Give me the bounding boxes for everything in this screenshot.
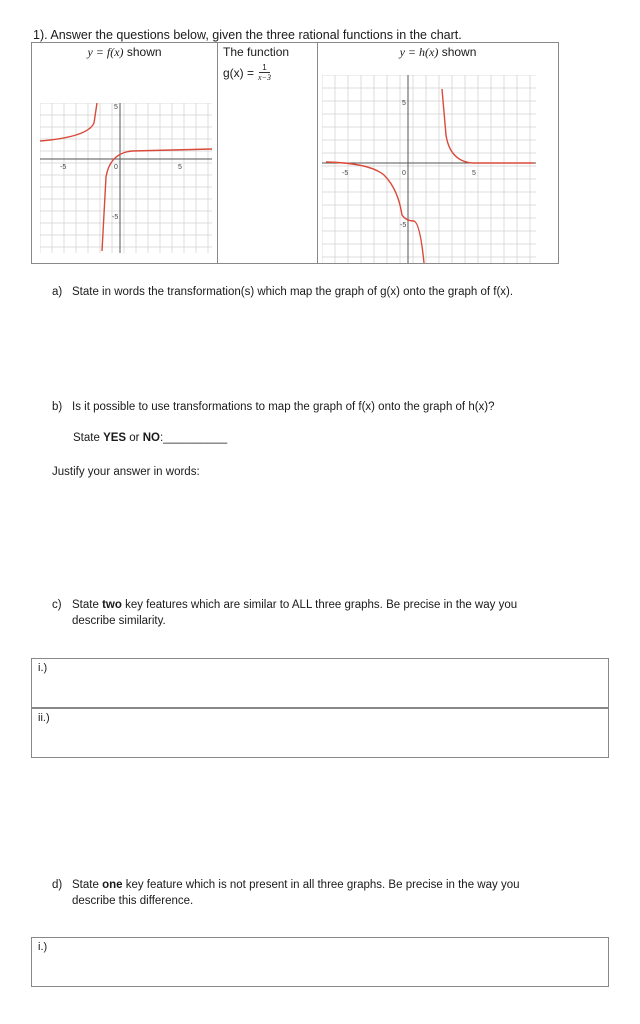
answer-box-d-1-label: i.) <box>38 941 48 953</box>
question-b-yes: YES <box>103 432 127 444</box>
question-a-text: State in words the transformation(s) which map the graph of g(x) onto the graph of f(x). <box>72 286 514 298</box>
function-chart <box>31 42 559 264</box>
header-f-suffix: shown <box>126 45 162 59</box>
question-b <box>52 399 495 415</box>
question-b-blank[interactable]: :__________ <box>159 432 228 444</box>
header-f-math: y = f(x) <box>87 45 124 59</box>
question-c-bold: two <box>102 599 122 611</box>
question-b-or: or <box>126 432 143 444</box>
function-def-lhs: g(x) = <box>223 65 255 80</box>
question-d-post: key feature which is not present in all three graphs. Be precise in the way you <box>122 879 520 891</box>
answer-box-c-1[interactable] <box>31 658 609 708</box>
question-title: 1). Answer the questions below, given the three rational functions in the chart. <box>33 28 462 42</box>
question-b-justify: Justify your answer in words: <box>52 466 200 478</box>
graph-f <box>40 103 212 253</box>
graph-h-tick-y-neg: -5 <box>400 222 407 229</box>
question-c <box>52 597 517 629</box>
question-d-pre: State <box>72 879 103 891</box>
graph-h-curve-right <box>442 89 534 163</box>
question-b-no: NO <box>142 432 160 444</box>
question-c-pre: State <box>72 599 103 611</box>
function-def-fraction <box>258 63 271 82</box>
question-c-label: c) <box>52 599 62 611</box>
chart-cell-f <box>32 43 218 263</box>
question-c-post: key features which are similar to ALL three graphs. Be precise in the way you <box>121 599 518 611</box>
question-c-line2: describe similarity. <box>72 615 166 627</box>
question-d-bold: one <box>102 879 123 891</box>
graph-f-grid <box>40 103 212 253</box>
graph-f-tick-x-neg: -5 <box>60 164 67 171</box>
answer-box-d-1[interactable] <box>31 937 609 987</box>
answer-box-c-2-label: ii.) <box>38 712 50 724</box>
header-h-suffix: shown <box>441 45 477 59</box>
question-d-label: d) <box>52 879 63 891</box>
graph-f-tick-y-pos: 5 <box>114 104 118 111</box>
question-b-state <box>73 430 227 446</box>
chart-cell-g <box>218 43 318 263</box>
graph-h-grid <box>322 75 536 263</box>
function-def-denominator: x−3 <box>258 73 271 82</box>
graph-h-tick-origin: 0 <box>402 170 406 177</box>
graph-h-tick-y-pos: 5 <box>402 100 406 107</box>
function-label: The function <box>223 45 290 59</box>
question-a-label: a) <box>52 286 63 298</box>
header-f <box>32 45 217 60</box>
graph-h <box>322 75 536 263</box>
chart-cell-h <box>318 43 558 263</box>
question-b-label: b) <box>52 401 63 413</box>
graph-f-curve-right <box>102 149 212 251</box>
graph-h-tick-x-pos: 5 <box>472 170 476 177</box>
header-h-math: y = h(x) <box>399 45 439 59</box>
header-h <box>318 45 558 60</box>
graph-f-tick-x-pos: 5 <box>178 164 182 171</box>
graph-h-curve-left <box>326 162 424 263</box>
question-b-text: Is it possible to use transformations to map the graph of f(x) onto the graph of h(x)? <box>72 401 495 413</box>
function-def-numerator: 1 <box>259 63 269 73</box>
question-d <box>52 877 519 909</box>
question-d-line2: describe this difference. <box>72 895 194 907</box>
question-b-state-prefix: State <box>73 432 104 444</box>
answer-box-c-1-label: i.) <box>38 662 48 674</box>
graph-f-tick-y-neg: -5 <box>112 214 119 221</box>
graph-f-curve-left <box>40 103 97 141</box>
answer-box-c-2[interactable] <box>31 708 609 758</box>
graph-h-tick-x-neg: -5 <box>342 170 349 177</box>
function-definition <box>223 63 271 82</box>
question-a <box>52 284 513 300</box>
graph-f-tick-origin: 0 <box>114 164 118 171</box>
